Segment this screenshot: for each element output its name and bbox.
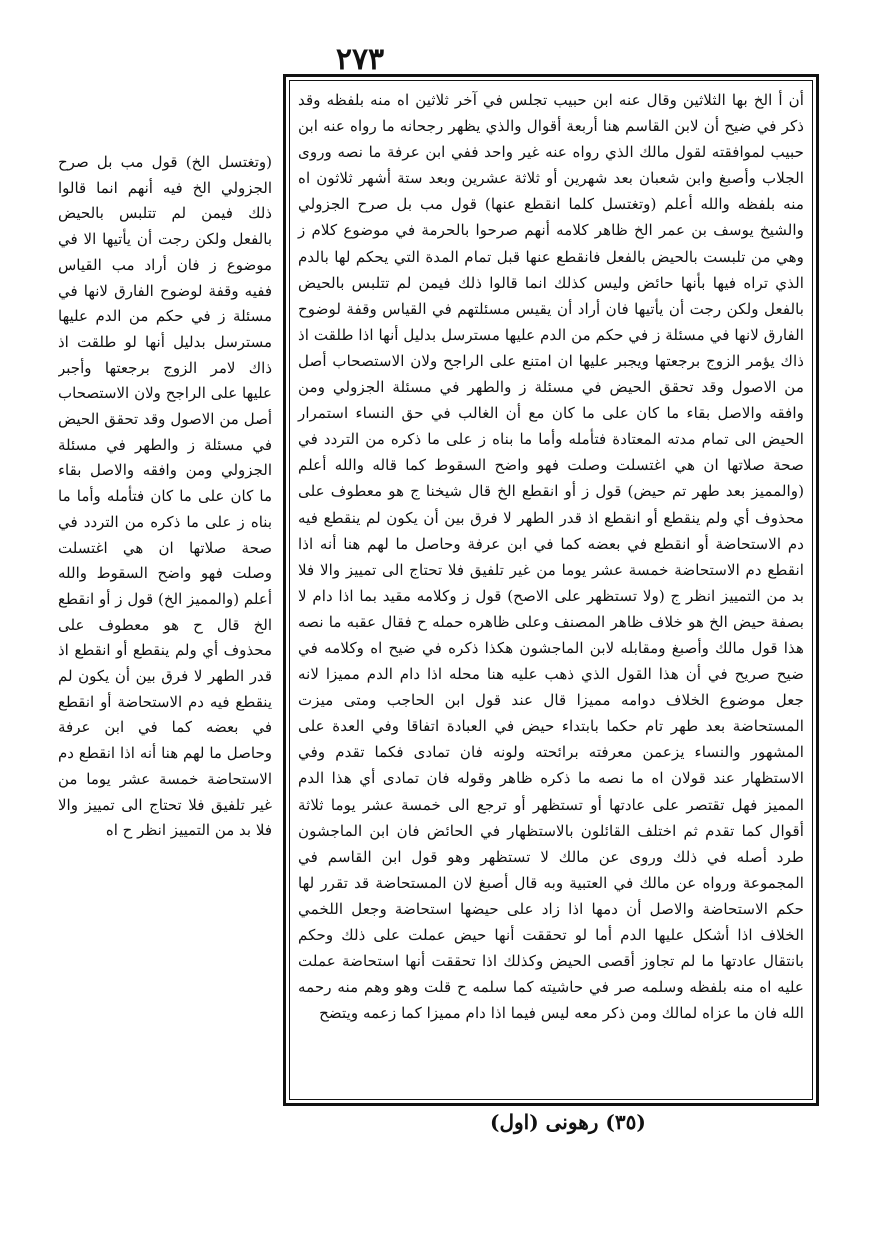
main-text-frame [283, 74, 819, 1106]
main-text-body: أن أ الخ بها الثلاثين وقال عنه ابن حبيب تجلس في آخر ثلاثين اه منه بلفظه وقد ذكر في ضيح أن لابن القاسم هنا أربعة أقوال والذي يظهر رجحانه ما رواه عنه ابن حبيب لموافقته لقول مالك الذي رواه عنه غير واحد ففي ابن عرفة ما نصه وروى الجلاب وأصبغ وابن شعبان بعد شهرين أو ثلاثة عشرين وبعد ستة أشهر ثلاثون اه منه بلفظه والله أعلم (وتغتسل كلما انقطع عنها) قول مب بل صرح الجزولي والشيخ يوسف بن عمر الخ ظاهر كلامه أنهم صرحوا بالحرمة في موضوع كلام ز وهي من تلبست بالحيض بالفعل فانقطع عنها قبل تمام المدة التي يحكم لها بالدم الذي تراه فيها بأنها حائض وليس كذلك انما قالوا ذلك فيمن لم تتلبس بالحيض بالفعل ولكن رجت أن يأتيها فان أراد أن يقيس مسئلتهم في القياس وقفة لوضوح الفارق لانها في مسئلة ز في حكم من الدم عليها مسترسل بدليل أنها اذا طلقت اذ ذاك يؤمر الزوج برجعتها ويجبر عليها ان امتنع على الراجح ولان الاستصحاب أصل من الاصول وقد تحقق الحيض في مسئلة ز والطهر في مسئلة الجزولي ومن وافقه والاصل بقاء ما كان على ما كان مع أن الغالب في حق النساء استمرار الحيض الى تمام مدته المعتادة فتأمله وأما ما بناه ز على ما ذكره من التردد في صحة صلاتها ان هي اغتسلت وصلت فهو واضح السقوط كما قاله والله أعلم (والمميز بعد طهر تم حيض) قول ز أو انقطع الخ قال شيخنا ج هو معطوف على محذوف أي ولم ينقطع أو انقطع اذ قدر الطهر لا فرق بين أن يكون لم ينقطع فيه دم الاستحاضة أو انقطع في بعضه كما في ابن عرفة وحاصل ما لهم هنا أنه اذا انقطع دم الاستحاضة خمسة عشر يوما من غير تلفيق فلا تحتاج الى تمييز والا فلا بد من التمييز انظر ج (ولا تستظهر على الاصح) قول ز وكلامه مقيد بما اذا دام لا بصفة حيض الخ هو خلاف ظاهر المصنف وعلى ظاهره حمله ح فقال عقبه ما نصه هذا قول مالك وأصبغ ومقابله لابن الماجشون هكذا ذكره في ضيح اه وكلامه في ضيح صريح في أن هذا القول الذي ذهب عليه هنا محله اذا دام الدم مميزا لانه جعل موضوع الخلاف دوامه مميزا قال عند قول ابن الحاجب ومتى ميزت المستحاضة بعد طهر تام حكما بابتداء حيض في العبادة اتفاقا وفي العدة على المشهور والنساء يزعمن معرفته برائحته ولونه فان تمادى فكما تقدم وفي الاستظهار عند قولان اه ما نصه ما ذكره ظاهر وقوله فان تمادى أي هذا الدم المميز فهل تقتصر على عادتها أو تستظهر أو ترجع الى خمسة عشر يوما ثلاثة أقوال كما تقدم ثم اختلف القائلون بالاستظهار في الحائض فان ابن الماجشون طرد أصله في ذلك وروى عن مالك لا تستظهر وهو قول ابن القاسم في المجموعة ورواه عن مالك في العتبية وبه قال أصبغ لان المستحاضة قد تقرر لها حكم الاستحاضة والاصل أن دمها اذا زاد على حيضها استحاضة وجعل اللخمي الخلاف اذا أشكل عليها الدم أما لو تحققت أنها حيض عملت على ذلك وحكم بانتقال عادتها ما لم تجاوز أقصى الحيض وكذلك اذا تحققت أنها استحاضة عملت عليه اه منه بلفظه وسلمه صر في حاشيته كما سلمه ح قلت وهو وهم منه رحمه الله فان ما عزاه لمالك ومن ذكر معه ليس فيما اذا دام مميزا كما زعمه ويتضح [298, 91, 804, 1023]
margin-note [58, 150, 272, 940]
margin-note-text: (وتغتسل الخ) قول مب بل صرح الجزولي الخ فيه أنهم انما قالوا ذلك فيمن لم تتلبس بالحيض بالفعل ولكن رجت أن يأتيها الا في موضوع ز فان أراد مب القياس ففيه وقفة لوضوح الفارق لانها في مسئلة ز في حكم من الدم عليها مسترسل بدليل أنها لو طلقت اذ ذاك لامر الزوج برجعتها وأجبر عليها على الراجح ولان الاستصحاب أصل من الاصول وقد تحقق الحيض في مسئلة ز والطهر في مسئلة الجزولي ومن وافقه والاصل بقاء ما كان على ما كان فتأمله وأما ما بناه ز على ما ذكره من التردد في صحة صلاتها ان هي اغتسلت وصلت فهو واضح السقوط والله أعلم (والمميز الخ) قول ز أو انقطع الخ قال ح هو معطوف على محذوف أي ولم ينقطع أو انقطع اذ قدر الطهر لا فرق بين أن يكون لم ينقطع فيه دم الاستحاضة أو انقطع في بعضه كما في ابن عرفة وحاصل ما لهم هنا أنه اذا انقطع دم الاستحاضة خمسة عشر يوما من غير تلفيق فلا تحتاج الى تمييز والا فلا بد من التمييز انظر ح اه [58, 153, 272, 840]
main-text-inner-border [289, 80, 813, 1100]
page-number: ٢٧٣ [335, 42, 385, 77]
signature-footer: (٣٥) رهونی (اول) [490, 1110, 646, 1134]
